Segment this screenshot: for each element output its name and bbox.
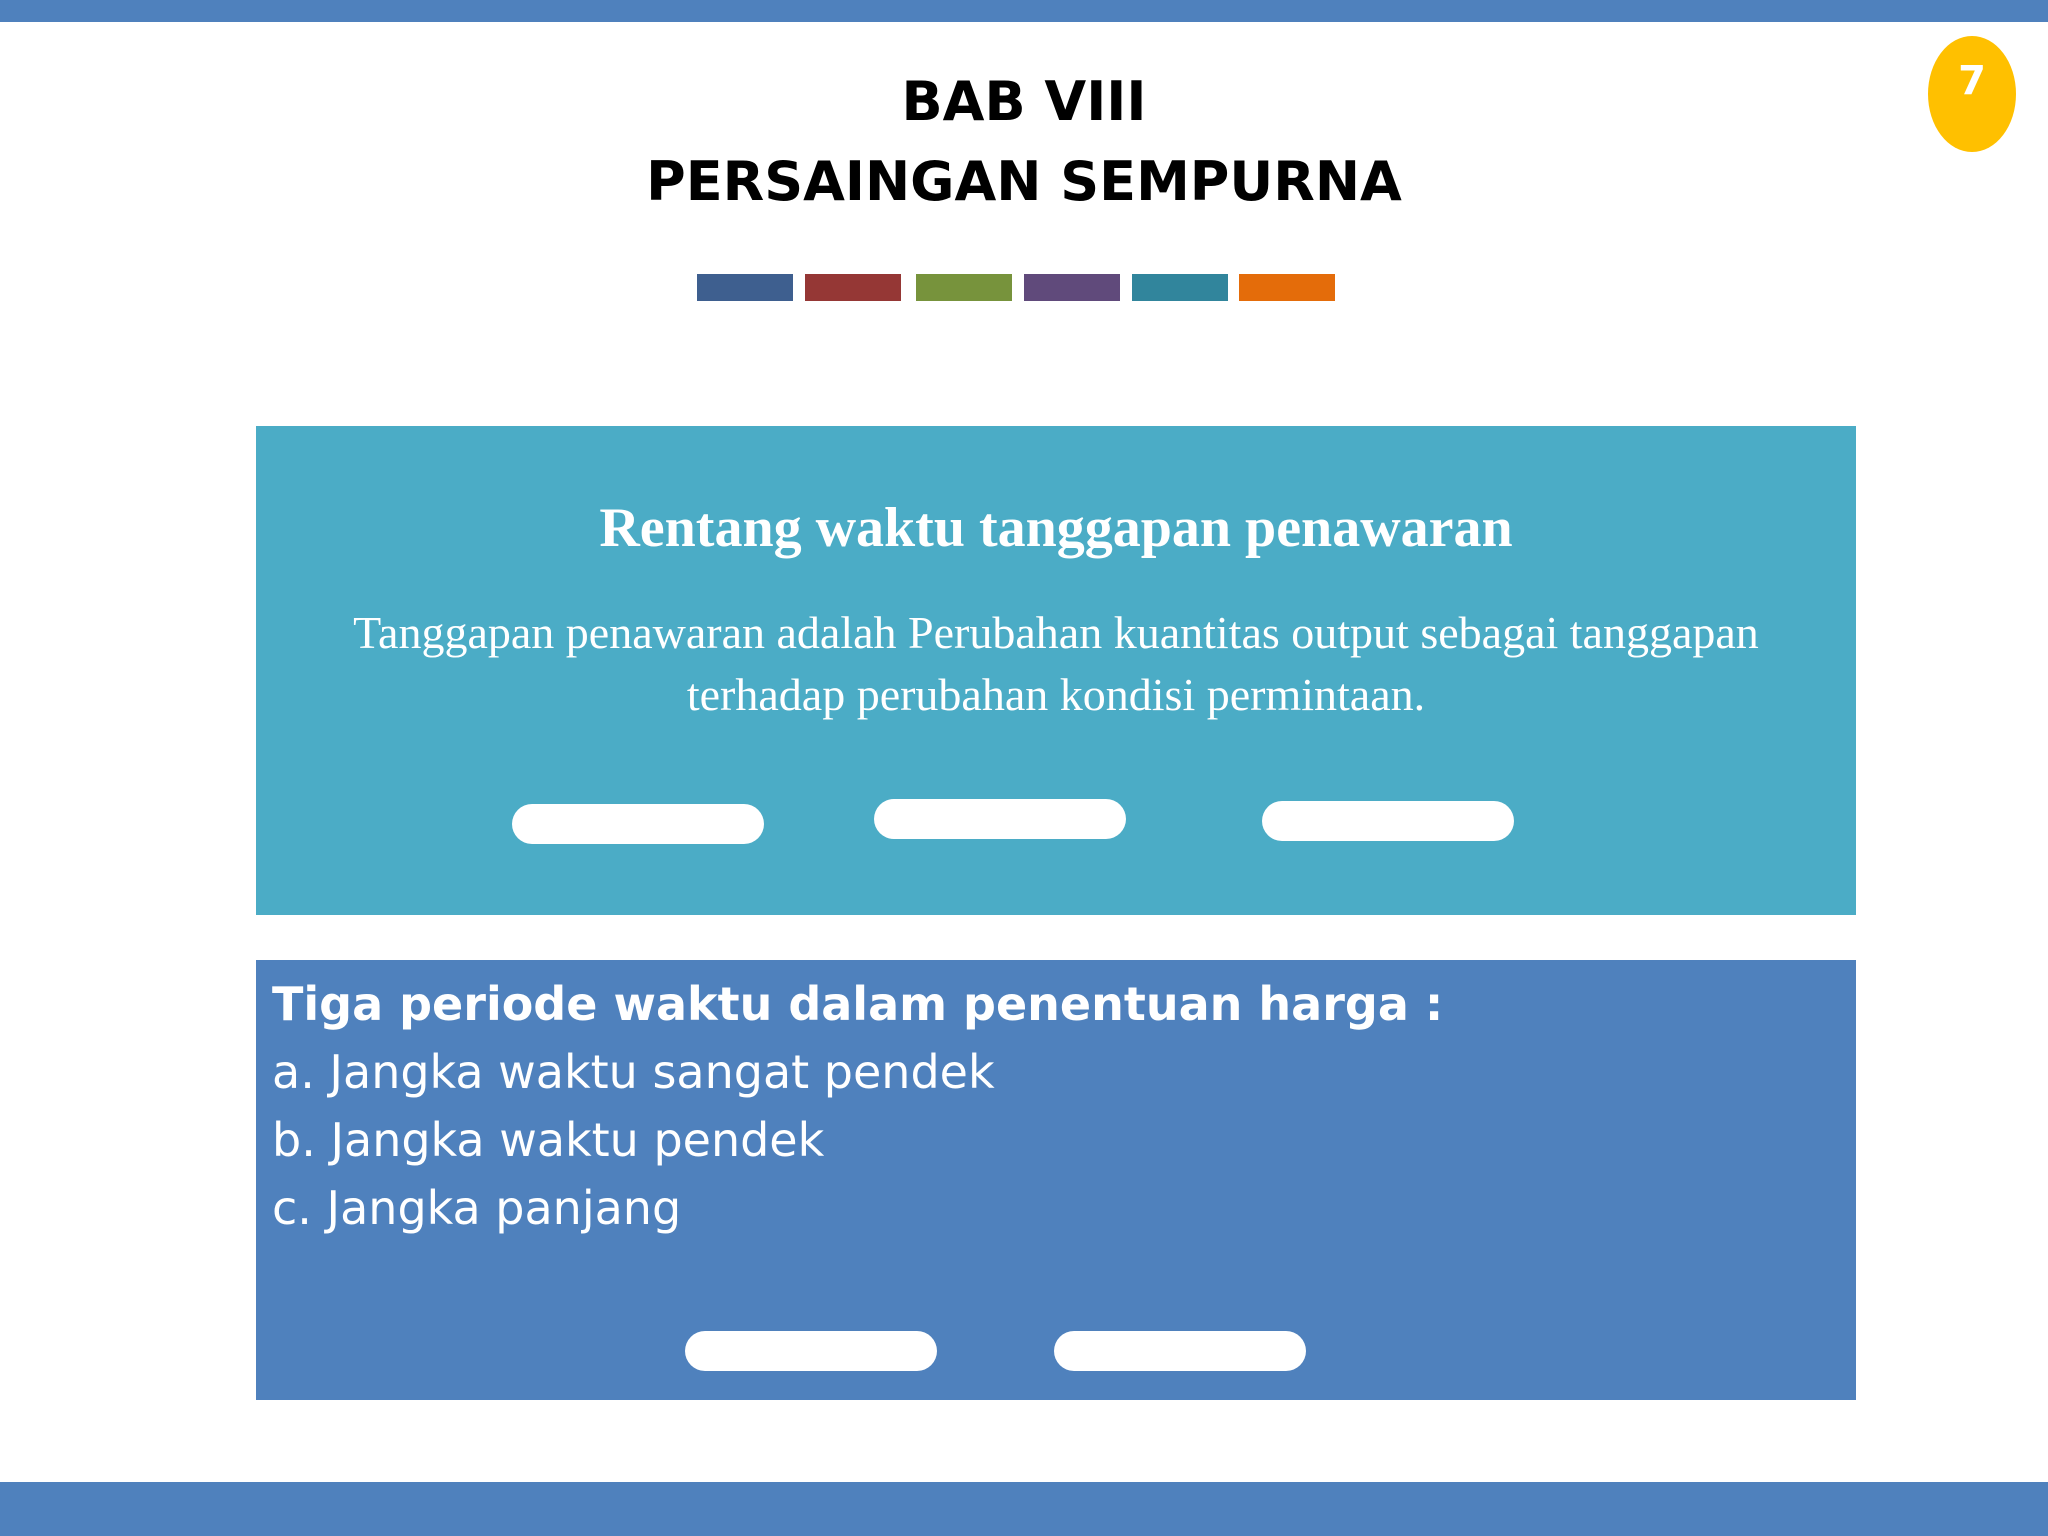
swatch-teal <box>1132 274 1228 301</box>
decorative-pill <box>685 1331 937 1371</box>
swatch-orange <box>1239 274 1335 301</box>
definition-panel <box>256 426 1856 915</box>
bottom-accent-bar <box>0 1482 2048 1536</box>
swatch-purple <box>1024 274 1120 301</box>
periods-panel <box>256 960 1856 1400</box>
list-item: c. Jangka panjang <box>272 1181 682 1235</box>
decorative-pill <box>1262 801 1514 841</box>
list-item: a. Jangka waktu sangat pendek <box>272 1045 995 1099</box>
page-number-badge <box>1928 36 2016 152</box>
swatch-green <box>916 274 1012 301</box>
decorative-pill <box>512 804 764 844</box>
periods-list <box>272 970 1443 1242</box>
decorative-pill <box>1054 1331 1306 1371</box>
definition-text: Tanggapan penawaran adalah Perubahan kuantitas output sebagai tanggapan terhadap perubahan kondisi permintaan. <box>353 607 1759 720</box>
periods-heading: Tiga periode waktu dalam penentuan harga : <box>272 977 1444 1031</box>
title-chapter: BAB VIII <box>901 70 1147 133</box>
title-topic: PERSAINGAN SEMPURNA <box>646 150 1402 213</box>
decorative-pill <box>874 799 1126 839</box>
swatch-blue <box>697 274 793 301</box>
list-item: b. Jangka waktu pendek <box>272 1113 825 1167</box>
page-number: 7 <box>1958 58 1986 104</box>
swatch-red <box>805 274 901 301</box>
top-accent-bar <box>0 0 2048 22</box>
definition-heading: Rentang waktu tanggapan penawaran <box>599 497 1513 559</box>
slide-title <box>0 62 2048 222</box>
